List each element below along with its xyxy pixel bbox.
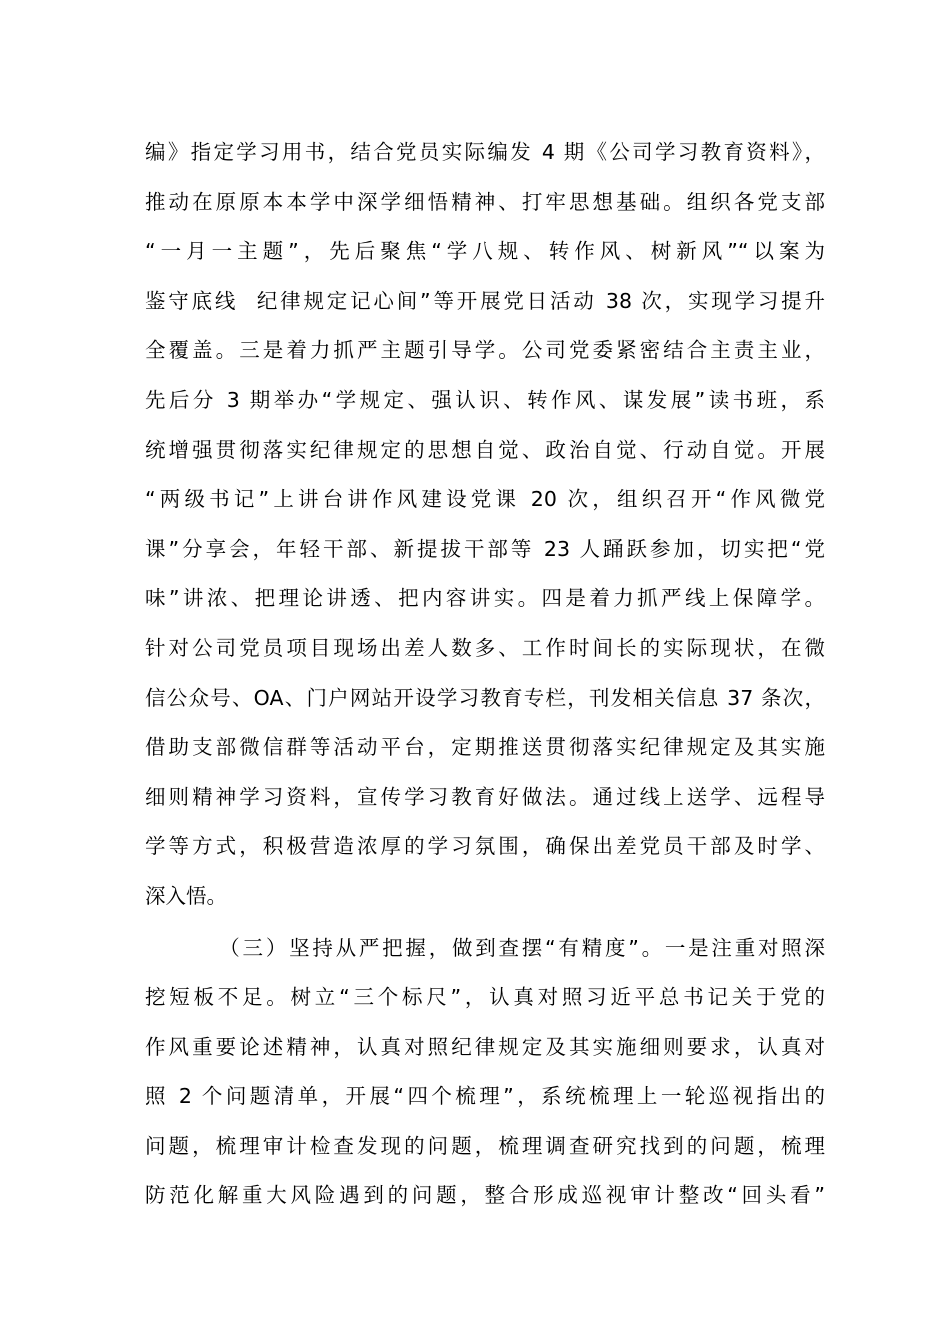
text-line: “一月一主题”，先后聚焦“学八规、转作风、树新风”“以案为 xyxy=(145,239,825,264)
text-line: 照 2 个问题清单，开展“四个梳理”，系统梳理上一轮巡视指出的 xyxy=(145,1084,825,1109)
text-line: 全覆盖。三是着力抓严主题引导学。公司党委紧密结合主责主业， xyxy=(145,338,825,363)
text-line: 课”分享会，年轻干部、新提拔干部等 23 人踊跃参加，切实把“党 xyxy=(145,536,825,561)
paragraph-1 xyxy=(145,128,825,922)
text-line: 编》指定学习用书，结合党员实际编发 4 期《公司学习教育资料》， xyxy=(145,140,825,164)
text-line: 挖短板不足。树立“三个标尺”，认真对照习近平总书记关于党的 xyxy=(145,985,825,1010)
text-line: 针对公司党员项目现场出差人数多、工作时间长的实际现状，在微 xyxy=(145,635,825,660)
text-line: 统增强贯彻落实纪律规定的思想自觉、政治自觉、行动自觉。开展 xyxy=(145,437,825,462)
text-line: 味”讲浓、把理论讲透、把内容讲实。四是着力抓严线上保障学。 xyxy=(145,586,825,611)
body-text xyxy=(145,128,825,1221)
text-line: 问题，梳理审计检查发现的问题，梳理调查研究找到的问题，梳理 xyxy=(145,1133,825,1158)
text-line: 推动在原原本本学中深学细悟精神、打牢思想基础。组织各党支部 xyxy=(145,189,825,214)
text-line: 先后分 3 期举办“学规定、强认识、转作风、谋发展”读书班，系 xyxy=(145,387,825,412)
text-line: 信公众号、OA、门户网站开设学习教育专栏，刊发相关信息 37 条次， xyxy=(145,685,825,710)
text-line: 深入悟。 xyxy=(145,883,227,908)
paragraph-2 xyxy=(145,924,825,1222)
text-line: 学等方式，积极营造浓厚的学习氛围，确保出差党员干部及时学、 xyxy=(145,834,825,859)
text-line: 鉴守底线 纪律规定记心间”等开展党日活动 38 次，实现学习提升 xyxy=(145,288,825,313)
text-line: 细则精神学习资料，宣传学习教育好做法。通过线上送学、远程导 xyxy=(145,784,825,809)
text-line: 作风重要论述精神，认真对照纪律规定及其实施细则要求，认真对 xyxy=(145,1034,825,1059)
text-line: 防范化解重大风险遇到的问题，整合形成巡视审计整改“回头看” xyxy=(145,1183,825,1208)
text-line: 借助支部微信群等活动平台，定期推送贯彻落实纪律规定及其实施 xyxy=(145,735,825,760)
text-line: “两级书记”上讲台讲作风建设党课 20 次，组织召开“作风微党 xyxy=(145,487,825,512)
text-line: （三）坚持从严把握，做到查摆“有精度”。一是注重对照深 xyxy=(145,935,825,960)
